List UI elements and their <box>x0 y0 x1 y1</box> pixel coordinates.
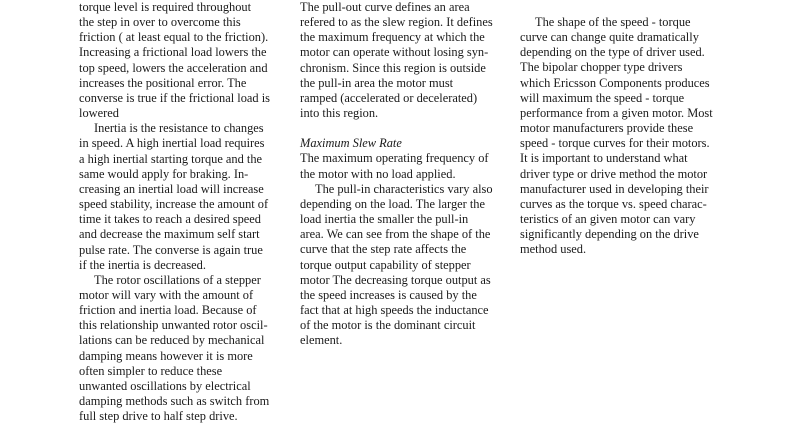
text-line: top speed, lowers the acceleration and <box>79 60 268 75</box>
text-line: and decrease the maximum self start <box>79 227 260 242</box>
text-line: in speed. A high inertial load requires <box>79 136 265 151</box>
text-line: refered to as the slew region. It defines <box>300 15 493 30</box>
text-line: the motor with no load applied. <box>300 166 456 181</box>
text-line: motor manufacturers provide these <box>520 121 694 136</box>
text-line: same would apply for braking. In- <box>79 166 249 181</box>
text-line: lowered <box>79 106 119 121</box>
text-line: chronism. Since this region is outside <box>300 60 486 75</box>
text-line: curve can change quite dramatically <box>520 30 699 45</box>
text-line: The bipolar chopper type drivers <box>520 60 683 75</box>
text-line: will maximum the speed - torque <box>520 90 685 105</box>
text-line: Inertia is the resistance to changes <box>94 121 264 136</box>
text-line: unwanted oscillations by electrical <box>79 378 251 393</box>
text-line: pulse rate. The converse is again true <box>79 242 263 257</box>
paragraph-friction <box>79 0 284 121</box>
paragraph-inertia <box>79 121 284 273</box>
paragraph-rotor-oscillations <box>79 273 284 424</box>
text-line: torque level is required throughout <box>79 0 252 14</box>
text-line: into this region. <box>300 106 379 121</box>
text-line: damping means however it is more <box>79 348 253 363</box>
text-line: torque output capability of stepper <box>300 257 471 272</box>
text-line: friction ( at least equal to the friction). <box>79 30 269 45</box>
paragraph-max-frequency <box>300 151 506 181</box>
text-line: a high inertial starting torque and the <box>79 151 263 166</box>
text-line: load inertia the smaller the pull-in <box>300 212 469 227</box>
text-line: time it takes to reach a desired speed <box>79 212 261 227</box>
text-line: of the motor is the dominant circuit <box>300 318 476 333</box>
text-line: Increasing a frictional load lowers the <box>79 45 267 60</box>
text-line: speed - torque curves for their motors. <box>520 136 710 151</box>
text-line: increases the positional error. The <box>79 75 247 90</box>
text-line: teristics of an given motor can vary <box>520 212 696 227</box>
text-line: curves as the torque vs. speed charac- <box>520 196 707 211</box>
text-line: area. We can see from the shape of the <box>300 227 491 242</box>
text-line: The rotor oscillations of a stepper <box>94 272 261 287</box>
text-line: lations can be reduced by mechanical <box>79 333 265 348</box>
text-line: curve that the step rate affects the <box>300 242 467 257</box>
text-line: depending on the type of driver used. <box>520 45 705 60</box>
text-line: motor will vary with the amount of <box>79 287 254 302</box>
text-line: motor The decreasing torque output as <box>300 272 491 287</box>
text-line: It is important to understand what <box>520 151 688 166</box>
text-line: The pull-in characteristics vary also <box>315 181 493 196</box>
text-line: creasing an inertial load will increase <box>79 181 264 196</box>
text-line: method used. <box>520 242 587 257</box>
text-line: converse is true if the frictional load is <box>79 90 270 105</box>
text-line: which Ericsson Components produces <box>520 75 710 90</box>
text-line: manufacturer used in developing their <box>520 181 709 196</box>
text-line: often simpler to reduce these <box>79 363 223 378</box>
section-heading: Maximum Slew Rate <box>300 136 402 151</box>
text-line: The shape of the speed - torque <box>535 15 691 29</box>
text-line: if the inertia is decreased. <box>79 257 206 272</box>
text-line: this relationship unwanted rotor oscil- <box>79 318 268 333</box>
text-column-2 <box>300 0 506 348</box>
text-line: The pull-out curve defines an area <box>300 0 470 14</box>
text-column-1 <box>79 0 284 424</box>
text-line: the pull-in area the motor must <box>300 75 454 90</box>
text-line: the speed increases is caused by the <box>300 287 477 302</box>
text-line: the maximum frequency at which the <box>300 30 485 45</box>
text-line: driver type or drive method the motor <box>520 166 708 181</box>
paragraph-speed-torque-curve <box>520 15 724 258</box>
text-line: damping methods such as switch from <box>79 394 270 409</box>
text-column-3 <box>520 15 724 258</box>
text-line: full step drive to half step drive. <box>79 409 238 424</box>
text-line: depending on the load. The larger the <box>300 196 486 211</box>
paragraph-pull-in <box>300 182 506 349</box>
text-line: speed stability, increase the amount of <box>79 197 269 212</box>
text-line: performance from a given motor. Most <box>520 105 713 120</box>
text-line: ramped (accelerated or decelerated) <box>300 90 478 105</box>
paragraph-pull-out-curve <box>300 0 506 121</box>
text-line: significantly depending on the drive <box>520 227 699 242</box>
text-line: fact that at high speeds the inductance <box>300 302 489 317</box>
text-line: friction and inertia load. Because of <box>79 303 257 318</box>
text-line: motor can operate without losing syn- <box>300 45 489 60</box>
text-line: the step in over to overcome this <box>79 15 241 30</box>
text-line: The maximum operating frequency of <box>300 151 489 166</box>
text-line: element. <box>300 333 343 348</box>
